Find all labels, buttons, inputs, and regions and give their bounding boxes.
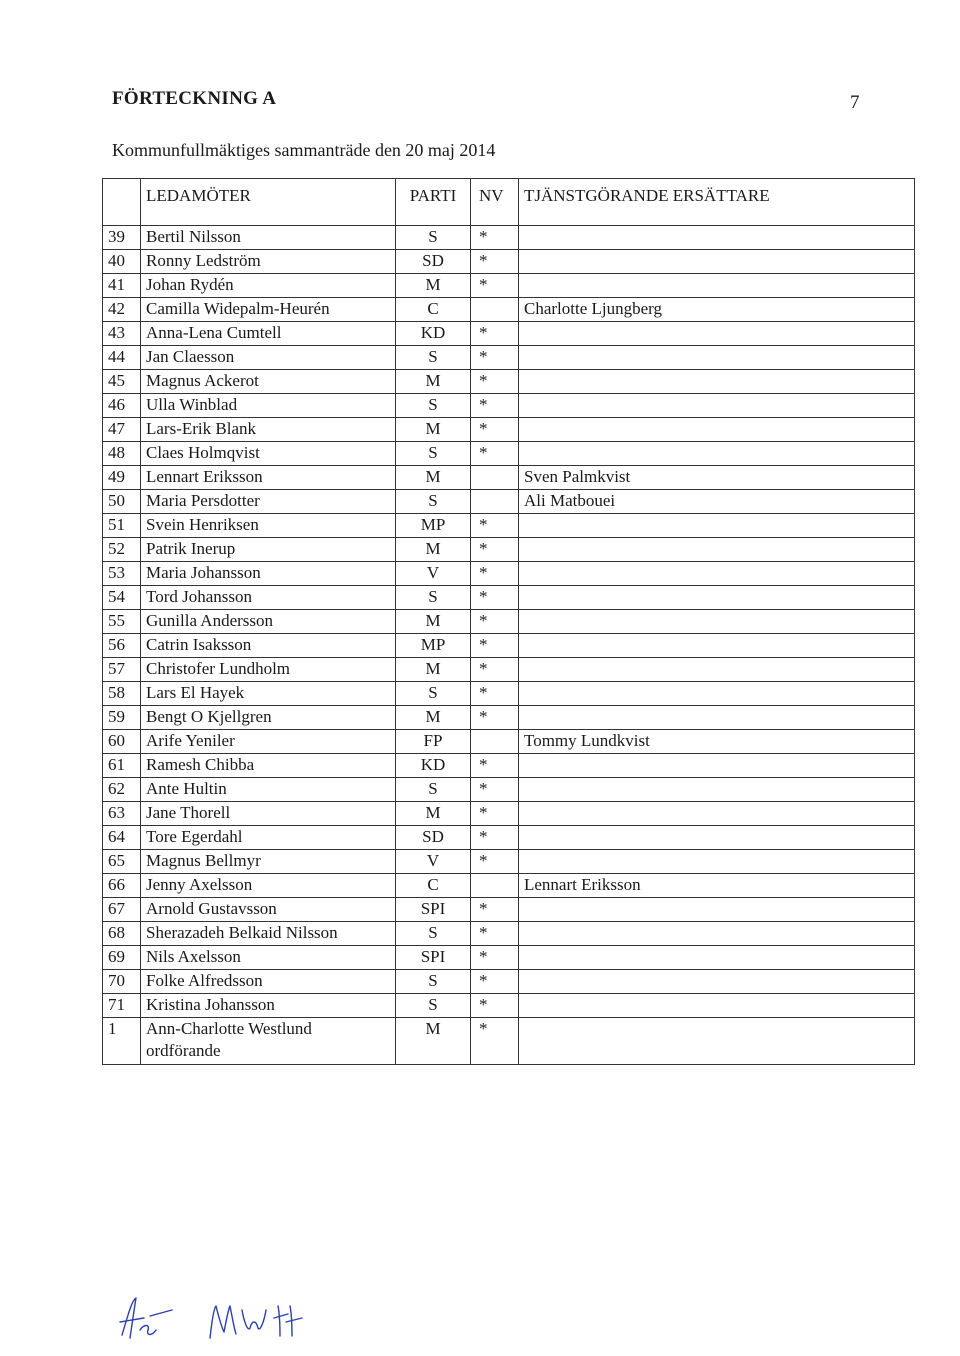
member-number: 66	[103, 874, 141, 898]
meeting-subtitle: Kommunfullmäktiges sammanträde den 20 maj 2014	[112, 140, 496, 160]
member-substitute	[519, 538, 915, 562]
member-party: S	[396, 586, 471, 610]
table-row	[103, 442, 915, 466]
header-substitutes: TJÄNSTGÖRANDE ERSÄTTARE	[519, 179, 915, 226]
table-row	[103, 730, 915, 754]
member-number: 43	[103, 322, 141, 346]
member-nv: *	[471, 538, 519, 562]
table-row	[103, 514, 915, 538]
member-name: Lars-Erik Blank	[141, 418, 396, 442]
member-party: C	[396, 298, 471, 322]
table-row	[103, 874, 915, 898]
member-substitute	[519, 802, 915, 826]
member-nv: *	[471, 250, 519, 274]
member-number: 50	[103, 490, 141, 514]
member-party: MP	[396, 634, 471, 658]
member-substitute	[519, 346, 915, 370]
member-substitute: Sven Palmkvist	[519, 466, 915, 490]
member-name: Lars El Hayek	[141, 682, 396, 706]
handwritten-signature	[110, 1280, 310, 1350]
table-row	[103, 826, 915, 850]
member-name: Folke Alfredsson	[141, 970, 396, 994]
table-row	[103, 346, 915, 370]
member-nv: *	[471, 610, 519, 634]
table-row	[103, 970, 915, 994]
member-number: 54	[103, 586, 141, 610]
member-party: S	[396, 442, 471, 466]
member-number: 61	[103, 754, 141, 778]
member-name: Catrin Isaksson	[141, 634, 396, 658]
member-nv: *	[471, 634, 519, 658]
member-number: 65	[103, 850, 141, 874]
chair-party: M	[396, 1018, 471, 1065]
member-name: Maria Johansson	[141, 562, 396, 586]
member-party: M	[396, 370, 471, 394]
table-row	[103, 922, 915, 946]
member-party: V	[396, 562, 471, 586]
member-number: 68	[103, 922, 141, 946]
member-party: S	[396, 490, 471, 514]
table-row	[103, 298, 915, 322]
member-nv: *	[471, 586, 519, 610]
member-substitute: Charlotte Ljungberg	[519, 298, 915, 322]
member-name: Ronny Ledström	[141, 250, 396, 274]
member-nv: *	[471, 850, 519, 874]
member-party: M	[396, 466, 471, 490]
member-substitute	[519, 946, 915, 970]
member-substitute	[519, 370, 915, 394]
member-name: Arnold Gustavsson	[141, 898, 396, 922]
member-number: 60	[103, 730, 141, 754]
member-name: Gunilla Andersson	[141, 610, 396, 634]
member-party: S	[396, 994, 471, 1018]
member-substitute	[519, 610, 915, 634]
member-nv: *	[471, 562, 519, 586]
member-name: Kristina Johansson	[141, 994, 396, 1018]
member-nv: *	[471, 418, 519, 442]
chair-nv: *	[471, 1018, 519, 1065]
member-party: S	[396, 778, 471, 802]
member-name: Christofer Lundholm	[141, 658, 396, 682]
member-party: C	[396, 874, 471, 898]
chair-name-cell	[141, 1018, 396, 1065]
member-substitute	[519, 586, 915, 610]
member-nv: *	[471, 394, 519, 418]
member-substitute	[519, 442, 915, 466]
member-substitute	[519, 850, 915, 874]
member-substitute	[519, 826, 915, 850]
member-name: Sherazadeh Belkaid Nilsson	[141, 922, 396, 946]
table-row	[103, 538, 915, 562]
member-substitute	[519, 274, 915, 298]
members-table-body	[103, 226, 915, 1065]
member-substitute	[519, 778, 915, 802]
member-substitute	[519, 226, 915, 250]
member-party: V	[396, 850, 471, 874]
member-number: 51	[103, 514, 141, 538]
member-number: 63	[103, 802, 141, 826]
table-row	[103, 754, 915, 778]
member-party: M	[396, 706, 471, 730]
member-name: Ulla Winblad	[141, 394, 396, 418]
members-table	[102, 178, 915, 1065]
member-name: Magnus Bellmyr	[141, 850, 396, 874]
table-row	[103, 370, 915, 394]
member-name: Nils Axelsson	[141, 946, 396, 970]
member-party: M	[396, 274, 471, 298]
member-substitute	[519, 514, 915, 538]
member-number: 59	[103, 706, 141, 730]
member-nv: *	[471, 754, 519, 778]
member-name: Johan Rydén	[141, 274, 396, 298]
member-party: S	[396, 970, 471, 994]
table-row	[103, 778, 915, 802]
member-number: 55	[103, 610, 141, 634]
member-nv: *	[471, 226, 519, 250]
table-row	[103, 250, 915, 274]
member-party: S	[396, 922, 471, 946]
member-name: Tore Egerdahl	[141, 826, 396, 850]
member-nv: *	[471, 322, 519, 346]
member-nv: *	[471, 802, 519, 826]
member-number: 49	[103, 466, 141, 490]
table-row	[103, 418, 915, 442]
member-party: KD	[396, 754, 471, 778]
member-nv: *	[471, 898, 519, 922]
header-members: LEDAMÖTER	[141, 179, 396, 226]
chair-role: ordförande	[146, 1041, 221, 1060]
member-party: KD	[396, 322, 471, 346]
member-number: 46	[103, 394, 141, 418]
member-nv: *	[471, 346, 519, 370]
member-party: S	[396, 346, 471, 370]
table-row	[103, 466, 915, 490]
member-nv: *	[471, 514, 519, 538]
table-header-row	[103, 179, 915, 226]
header-party: PARTI	[396, 179, 471, 226]
table-row	[103, 274, 915, 298]
member-number: 70	[103, 970, 141, 994]
table-row	[103, 802, 915, 826]
member-number: 52	[103, 538, 141, 562]
member-party: S	[396, 682, 471, 706]
member-substitute	[519, 970, 915, 994]
member-party: SD	[396, 826, 471, 850]
member-substitute	[519, 394, 915, 418]
member-number: 41	[103, 274, 141, 298]
member-nv	[471, 490, 519, 514]
member-name: Bengt O Kjellgren	[141, 706, 396, 730]
member-nv	[471, 874, 519, 898]
member-name: Jenny Axelsson	[141, 874, 396, 898]
member-name: Magnus Ackerot	[141, 370, 396, 394]
member-substitute	[519, 922, 915, 946]
member-substitute: Tommy Lundkvist	[519, 730, 915, 754]
table-row	[103, 226, 915, 250]
document-heading: FÖRTECKNING A	[112, 88, 277, 109]
member-party: FP	[396, 730, 471, 754]
member-party: SD	[396, 250, 471, 274]
member-name: Jan Claesson	[141, 346, 396, 370]
member-substitute	[519, 250, 915, 274]
member-party: M	[396, 610, 471, 634]
member-nv: *	[471, 274, 519, 298]
member-number: 56	[103, 634, 141, 658]
member-number: 47	[103, 418, 141, 442]
member-number: 48	[103, 442, 141, 466]
member-substitute	[519, 994, 915, 1018]
member-substitute	[519, 658, 915, 682]
member-substitute	[519, 322, 915, 346]
member-nv: *	[471, 826, 519, 850]
member-name: Ante Hultin	[141, 778, 396, 802]
member-name: Claes Holmqvist	[141, 442, 396, 466]
table-row	[103, 322, 915, 346]
member-name: Lennart Eriksson	[141, 466, 396, 490]
member-party: SPI	[396, 898, 471, 922]
chair-name: Ann-Charlotte Westlund	[146, 1019, 312, 1038]
member-number: 57	[103, 658, 141, 682]
member-name: Svein Henriksen	[141, 514, 396, 538]
member-party: M	[396, 658, 471, 682]
table-row	[103, 394, 915, 418]
member-party: M	[396, 802, 471, 826]
member-substitute: Ali Matbouei	[519, 490, 915, 514]
table-row	[103, 586, 915, 610]
member-number: 69	[103, 946, 141, 970]
table-row	[103, 562, 915, 586]
table-row	[103, 850, 915, 874]
member-nv: *	[471, 922, 519, 946]
member-nv: *	[471, 778, 519, 802]
table-row	[103, 946, 915, 970]
member-number: 45	[103, 370, 141, 394]
table-row	[103, 490, 915, 514]
member-substitute: Lennart Eriksson	[519, 874, 915, 898]
member-substitute	[519, 562, 915, 586]
header-nv: NV	[471, 179, 519, 226]
chair-number: 1	[103, 1018, 141, 1065]
member-name: Ramesh Chibba	[141, 754, 396, 778]
member-party: M	[396, 538, 471, 562]
header-number	[103, 179, 141, 226]
member-nv: *	[471, 946, 519, 970]
member-name: Jane Thorell	[141, 802, 396, 826]
table-row	[103, 994, 915, 1018]
member-nv: *	[471, 682, 519, 706]
member-number: 42	[103, 298, 141, 322]
member-name: Camilla Widepalm-Heurén	[141, 298, 396, 322]
member-party: S	[396, 394, 471, 418]
member-party: M	[396, 418, 471, 442]
member-number: 64	[103, 826, 141, 850]
chair-substitute	[519, 1018, 915, 1065]
member-nv	[471, 730, 519, 754]
member-name: Anna-Lena Cumtell	[141, 322, 396, 346]
member-substitute	[519, 682, 915, 706]
member-substitute	[519, 706, 915, 730]
chair-row	[103, 1018, 915, 1065]
member-nv	[471, 466, 519, 490]
member-name: Arife Yeniler	[141, 730, 396, 754]
member-nv: *	[471, 994, 519, 1018]
member-party: S	[396, 226, 471, 250]
member-number: 67	[103, 898, 141, 922]
member-name: Tord Johansson	[141, 586, 396, 610]
member-substitute	[519, 418, 915, 442]
member-party: SPI	[396, 946, 471, 970]
table-row	[103, 634, 915, 658]
table-row	[103, 898, 915, 922]
member-number: 53	[103, 562, 141, 586]
member-party: MP	[396, 514, 471, 538]
member-number: 40	[103, 250, 141, 274]
member-substitute	[519, 898, 915, 922]
member-nv: *	[471, 970, 519, 994]
member-number: 58	[103, 682, 141, 706]
member-nv: *	[471, 658, 519, 682]
table-row	[103, 706, 915, 730]
member-number: 71	[103, 994, 141, 1018]
table-row	[103, 658, 915, 682]
member-name: Patrik Inerup	[141, 538, 396, 562]
member-number: 44	[103, 346, 141, 370]
page-number: 7	[850, 92, 860, 113]
member-nv	[471, 298, 519, 322]
member-nv: *	[471, 370, 519, 394]
member-name: Maria Persdotter	[141, 490, 396, 514]
member-number: 39	[103, 226, 141, 250]
table-row	[103, 610, 915, 634]
member-substitute	[519, 634, 915, 658]
table-row	[103, 682, 915, 706]
member-name: Bertil Nilsson	[141, 226, 396, 250]
member-substitute	[519, 754, 915, 778]
member-number: 62	[103, 778, 141, 802]
member-nv: *	[471, 442, 519, 466]
member-nv: *	[471, 706, 519, 730]
